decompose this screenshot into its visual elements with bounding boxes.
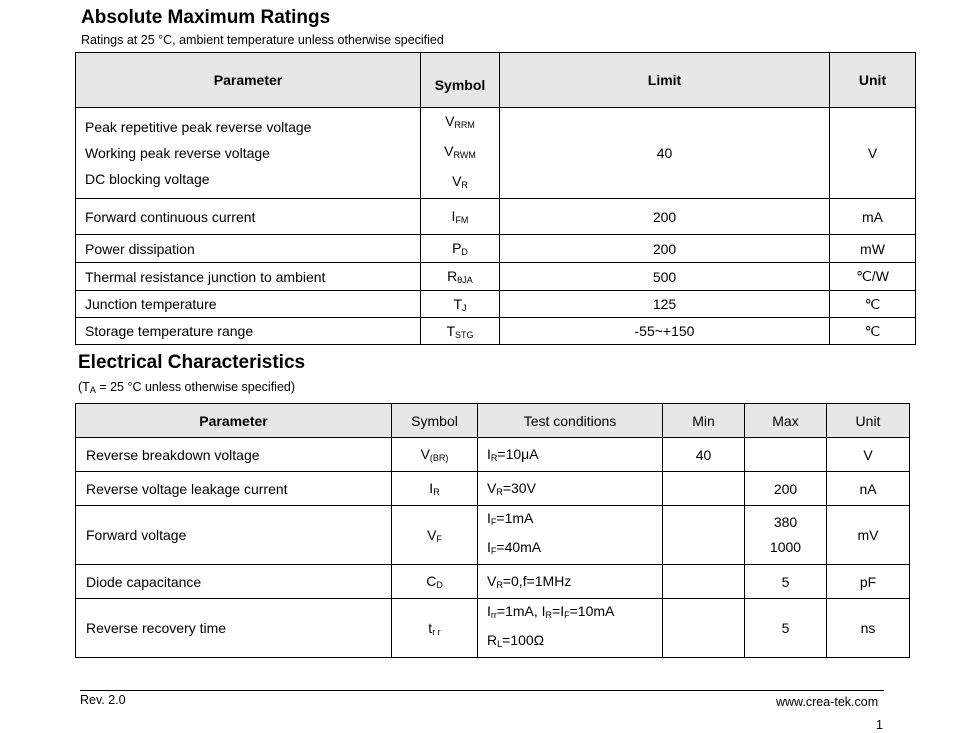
amr-header-row xyxy=(76,53,916,108)
amr-param: Thermal resistance junction to ambient xyxy=(76,263,421,291)
amr-group-row xyxy=(76,108,916,199)
ec-min xyxy=(663,506,745,565)
ec-header-unit: Unit xyxy=(827,404,910,438)
ec-header-min: Min xyxy=(663,404,745,438)
ec-unit: mV xyxy=(827,506,910,565)
amr-unit: ℃/W xyxy=(830,263,916,291)
ec-title: Electrical Characteristics xyxy=(78,352,306,373)
ec-min: 40 xyxy=(663,438,745,472)
ec-unit: ns xyxy=(827,599,910,658)
ec-max: 5 xyxy=(745,565,827,599)
ec-symbol: $t_{r r}$ xyxy=(392,599,478,658)
amr-group-limit: 40 xyxy=(500,108,830,199)
ec-max xyxy=(745,438,827,472)
amr-row xyxy=(76,263,916,291)
ec-condition: $V_R=0,f=1MHz$ xyxy=(478,565,663,599)
revision-label: Rev. 2.0 xyxy=(80,693,126,707)
amr-param: Working peak reverse voltage xyxy=(85,145,270,161)
amr-symbol: $V_{RRM}$ xyxy=(445,113,475,130)
ec-header-max: Max xyxy=(745,404,827,438)
amr-limit: -55~+150 xyxy=(500,318,830,345)
ec-condition: $I_F=1mA$ $I_F=40mA$ xyxy=(478,506,663,565)
ec-row xyxy=(76,599,910,658)
amr-group-symbols xyxy=(421,108,500,199)
amr-symbol: $P_D$ xyxy=(421,235,500,263)
ec-min xyxy=(663,472,745,506)
ec-condition: $V_R=30V$ xyxy=(478,472,663,506)
amr-limit: 125 xyxy=(500,291,830,318)
amr-param: DC blocking voltage xyxy=(85,171,210,187)
amr-symbol: $V_R$ xyxy=(452,173,468,190)
footer-divider xyxy=(80,690,884,691)
ec-unit: nA xyxy=(827,472,910,506)
amr-unit: mA xyxy=(830,199,916,235)
amr-subtitle: Ratings at 25 °C, ambient temperature unless otherwise specified xyxy=(81,33,444,47)
amr-param: Storage temperature range xyxy=(76,318,421,345)
amr-row xyxy=(76,291,916,318)
ec-row xyxy=(76,506,910,565)
ec-param: Reverse recovery time xyxy=(76,599,392,658)
ec-symbol: $C_D$ xyxy=(392,565,478,599)
ec-symbol: $I_R$ xyxy=(392,472,478,506)
ec-subtitle: ($T_A = 25$ °C unless otherwise specified) xyxy=(78,380,296,395)
amr-symbol: $T_J$ xyxy=(421,291,500,318)
ec-param: Reverse breakdown voltage xyxy=(76,438,392,472)
amr-header-symbol: Symbol xyxy=(421,53,500,108)
ec-unit: pF xyxy=(827,565,910,599)
amr-param: Peak repetitive peak reverse voltage xyxy=(85,119,312,135)
website-link[interactable]: www.crea-tek.com xyxy=(776,695,879,709)
ec-condition: $I_{rr}=1mA$, $I_R=I_F=10mA$ $R_L=100\Omega$ xyxy=(478,599,663,658)
amr-param: Junction temperature xyxy=(76,291,421,318)
amr-row xyxy=(76,318,916,345)
amr-limit: 500 xyxy=(500,263,830,291)
amr-symbol: $R_{\theta JA}$ xyxy=(421,263,500,291)
amr-limit: 200 xyxy=(500,199,830,235)
amr-param: Power dissipation xyxy=(76,235,421,263)
amr-header-limit: Limit xyxy=(500,53,830,108)
ec-param: Diode capacitance xyxy=(76,565,392,599)
amr-unit: ℃ xyxy=(830,318,916,345)
amr-header-parameter: Parameter xyxy=(76,53,421,108)
ec-symbol: $V_{(BR)}$ xyxy=(392,438,478,472)
page-number: 1 xyxy=(876,718,883,732)
ec-row xyxy=(76,438,910,472)
ec-header-symbol: Symbol xyxy=(392,404,478,438)
amr-unit: ℃ xyxy=(830,291,916,318)
amr-limit: 200 xyxy=(500,235,830,263)
ec-unit: V xyxy=(827,438,910,472)
amr-symbol: $I_{FM}$ xyxy=(421,199,500,235)
ec-row xyxy=(76,565,910,599)
ec-param: Forward voltage xyxy=(76,506,392,565)
ec-min xyxy=(663,565,745,599)
ec-header-conditions: Test conditions xyxy=(478,404,663,438)
amr-group-unit: V xyxy=(830,108,916,199)
electrical-characteristics-table xyxy=(75,403,910,658)
amr-row xyxy=(76,235,916,263)
amr-group-params xyxy=(76,108,421,199)
ec-max: 5 xyxy=(745,599,827,658)
absolute-max-ratings-table xyxy=(75,52,916,345)
ec-max: 380 1000 xyxy=(745,506,827,565)
amr-symbol: $V_{RWM}$ xyxy=(444,143,476,160)
ec-max: 200 xyxy=(745,472,827,506)
amr-title: Absolute Maximum Ratings xyxy=(81,7,331,28)
ec-param: Reverse voltage leakage current xyxy=(76,472,392,506)
ec-symbol: $V_F$ xyxy=(392,506,478,565)
ec-min xyxy=(663,599,745,658)
amr-unit: mW xyxy=(830,235,916,263)
ec-header-row xyxy=(76,404,910,438)
ec-condition: $I_R=10\mu A$ xyxy=(478,438,663,472)
amr-param: Forward continuous current xyxy=(76,199,421,235)
ec-header-parameter: Parameter xyxy=(76,404,392,438)
amr-symbol: $T_{STG}$ xyxy=(421,318,500,345)
amr-header-unit: Unit xyxy=(830,53,916,108)
ec-row xyxy=(76,472,910,506)
amr-row xyxy=(76,199,916,235)
